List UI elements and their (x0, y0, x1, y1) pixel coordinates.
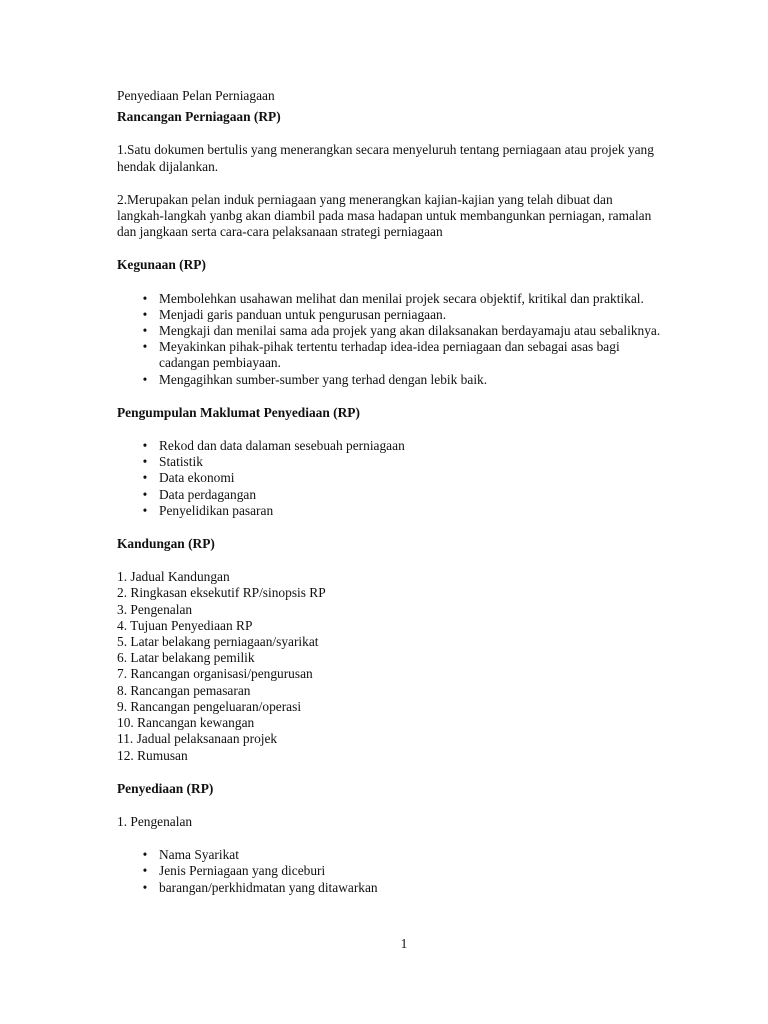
list-item-text: Membolehkan usahawan melihat dan menilai projek secara objektif, kritikal dan praktikal. (159, 290, 644, 306)
list-item-text: Menjadi garis panduan untuk pengurusan perniagaan. (159, 306, 447, 322)
list-item: 4. Tujuan Penyediaan RP (117, 617, 253, 633)
list-item: 7. Rancangan organisasi/pengurusan (117, 666, 313, 682)
list-item (117, 863, 697, 879)
list-item-text: Data ekonomi (159, 470, 235, 486)
document-title: Penyediaan Pelan Perniagaan (117, 88, 275, 103)
heading-pengumpulan-maklumat: Pengumpulan Maklumat Penyediaan (RP) (117, 404, 360, 420)
list-item (117, 339, 697, 371)
list-item (117, 847, 697, 863)
kegunaan-list (117, 291, 697, 388)
list-item (117, 291, 697, 307)
list-item: 9. Rancangan pengeluaran/operasi (117, 698, 302, 714)
list-item: 2. Ringkasan eksekutif RP/sinopsis RP (117, 585, 326, 601)
bullet-icon: • (142, 371, 148, 387)
list-item-text: Jenis Perniagaan yang diceburi (159, 863, 326, 879)
list-item-text: Meyakinkan pihak-pihak tertentu terhadap idea-idea perniagaan dan sebagai asas bagi (159, 339, 620, 355)
paragraph-definition-1 (117, 142, 697, 174)
list-item (117, 503, 697, 519)
list-item (117, 880, 697, 896)
document-body (117, 88, 697, 896)
list-item (117, 470, 697, 486)
bullet-icon: • (142, 863, 148, 879)
bullet-icon: • (142, 502, 148, 518)
list-item-text: Statistik (159, 454, 203, 470)
bullet-icon: • (142, 339, 148, 355)
list-item: 1. Jadual Kandungan (117, 569, 230, 585)
paragraph-definition-2 (117, 192, 697, 241)
paragraph-line: hendak dijalankan. (117, 158, 219, 174)
bullet-icon: • (142, 438, 148, 454)
bullet-icon: • (142, 306, 148, 322)
bullet-icon: • (142, 879, 148, 895)
page-number: 1 (400, 936, 408, 951)
kandungan-list (117, 569, 697, 763)
bullet-icon: • (142, 454, 148, 470)
bullet-icon: • (142, 290, 148, 306)
list-item (117, 323, 697, 339)
heading-kegunaan: Kegunaan (RP) (117, 257, 206, 273)
heading-penyediaan: Penyediaan (RP) (117, 780, 214, 796)
list-item: 11. Jadual pelaksanaan projek (117, 731, 278, 747)
list-item (117, 372, 697, 388)
list-item: 3. Pengenalan (117, 601, 193, 617)
list-item: 8. Rancangan pemasaran (117, 682, 251, 698)
list-item: 12. Rumusan (117, 747, 188, 763)
list-item-continuation: cadangan pembiayaan. (159, 355, 281, 371)
list-item-text: Nama Syarikat (159, 847, 239, 863)
list-item-text: Penyelidikan pasaran (159, 502, 274, 518)
paragraph-line: langkah-langkah yanbg akan diambil pada masa hadapan untuk membangunkan perniagan, ramalan (117, 208, 652, 224)
penyediaan-list (117, 847, 697, 896)
paragraph-line: dan jangkaan serta cara-cara pelaksanaan strategi perniagaan (117, 224, 443, 240)
list-item (117, 487, 697, 503)
pengumpulan-list (117, 438, 697, 519)
bullet-icon: • (142, 323, 148, 339)
bullet-icon: • (142, 486, 148, 502)
bullet-icon: • (142, 847, 148, 863)
bullet-icon: • (142, 470, 148, 486)
list-item (117, 438, 697, 454)
list-item-text: barangan/perkhidmatan yang ditawarkan (159, 879, 378, 895)
list-item-text: Mengkaji dan menilai sama ada projek yang akan dilaksanakan berdayamaju atau sebaliknya. (159, 323, 661, 339)
list-item (117, 454, 697, 470)
paragraph-line: 1.Satu dokumen bertulis yang menerangkan secara menyeluruh tentang perniagaan atau projek yang (117, 142, 654, 158)
heading-kandungan: Kandungan (RP) (117, 536, 215, 552)
list-item-text: Mengagihkan sumber-sumber yang terhad dengan lebik baik. (159, 371, 488, 387)
list-item: 6. Latar belakang pemilik (117, 650, 255, 666)
list-item (117, 307, 697, 323)
paragraph-line: 2.Merupakan pelan induk perniagaan yang menerangkan kajian-kajian yang telah dibuat dan (117, 191, 613, 207)
list-item: 10. Rancangan kewangan (117, 715, 255, 731)
list-item-text: Data perdagangan (159, 486, 257, 502)
list-item-text: Rekod dan data dalaman sesebuah perniagaan (159, 438, 405, 454)
list-item: 5. Latar belakang perniagaan/syarikat (117, 634, 319, 650)
heading-rancangan-perniagaan: Rancangan Perniagaan (RP) (117, 109, 281, 125)
subheading-pengenalan: 1. Pengenalan (117, 813, 193, 829)
